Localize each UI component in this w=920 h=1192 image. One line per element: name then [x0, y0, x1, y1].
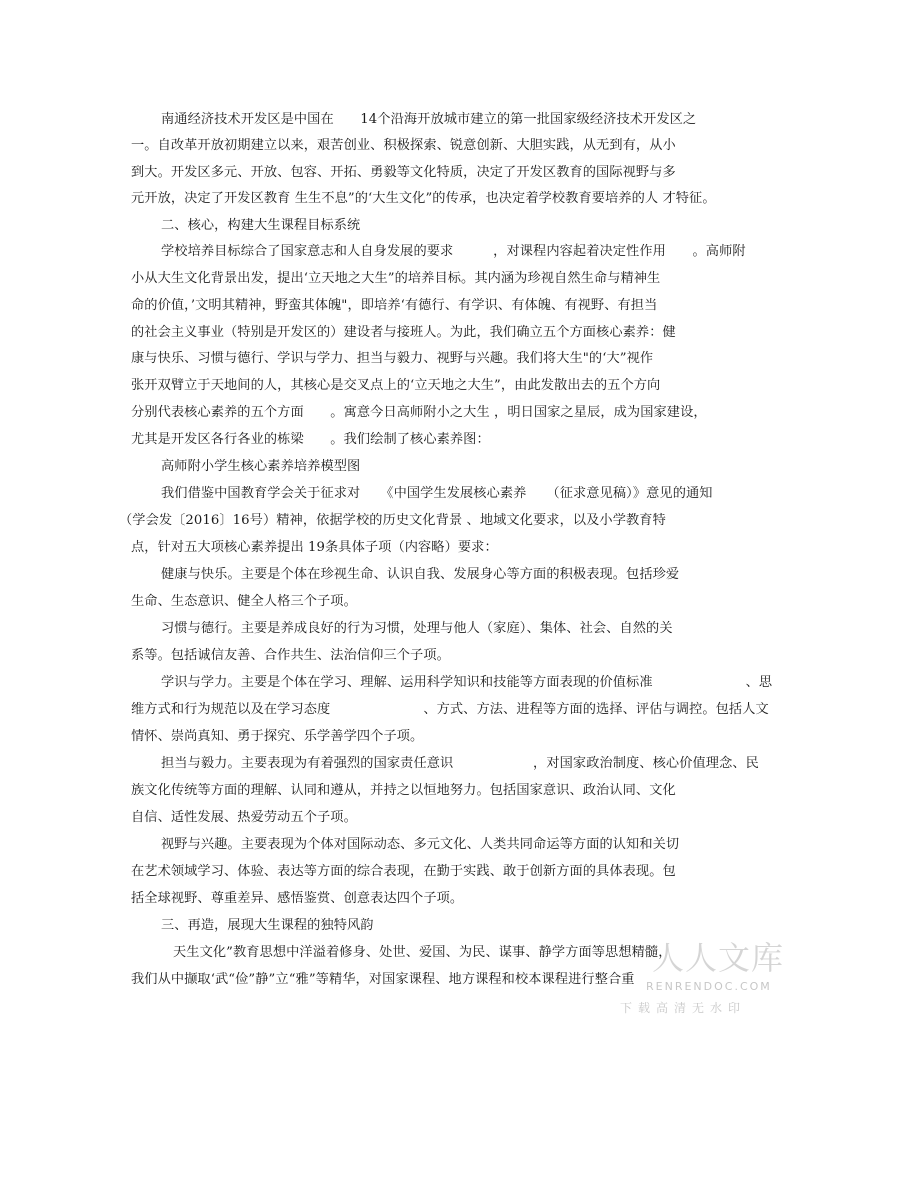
text-line-32: 天生文化”教育思想中洋溢着修身、处世、爱国、为民、谋事、静学方面等思想精髓， [173, 945, 672, 960]
text-line-3: 到大。开发区多元、开放、包容、开拓、勇毅等文化特质，决定了开发区教育的国际视野与多 [131, 165, 676, 180]
text-line-2: 一。自改革开放初期建立以来，艰苦创业、积极探索、锐意创新、大胆实践，从无到有，从小 [131, 138, 676, 153]
text-line-22: 学识与学力。主要是个体在学习、理解、运用科学知识和技能等方面表现的价值标准 、思 [161, 675, 773, 690]
text-line-28: 视野与兴趣。主要表现为个体对国际动态、多元文化、人类共同命运等方面的认知和关切 [161, 837, 680, 852]
text-line-8: 命的价值，’文明其精神，野蛮其体魄"，即培养‘有德行、有学识、有体魄、有视野、有担当 [131, 298, 658, 313]
watermark-title: 人人文库 [652, 939, 785, 977]
text-line-18: 健康与快乐。主要是个体在珍视生命、认识自我、发展身心等方面的积极表现。包括珍爱 [161, 567, 680, 582]
text-line-29: 在艺术领域学习、体验、表达等方面的综合表现，在勤于实践、敢于创新方面的具体表现。包 [131, 864, 676, 879]
text-line-4: 元开放，决定了开发区教育 生生不息”的‘大生文化”的传承，也决定着学校教育要培养的人 才特征。 [131, 191, 716, 206]
text-line-33: 我们从中撷取‘武“俭”静”立“雅”等精华，对国家课程、地方课程和校本课程进行整合重 [131, 972, 635, 987]
text-line-16: （学会发〔2016〕16号）精神，依据学校的历史文化背景 、地域文化要求，以及小学教育特 [119, 513, 666, 528]
text-line-20: 习惯与德行。主要是养成良好的行为习惯，处理与他人（家庭）、集体、社会、自然的关 [161, 621, 673, 636]
text-line-6: 学校培养目标综合了国家意志和人自身发展的要求 ，对课程内容起着决定性作用 。高师附 [161, 244, 746, 259]
watermark-subtitle: 下载高清无水印 [620, 1001, 747, 1015]
text-line-17: 点，针对五大项核心素养提出 19条具体子项（内容略）要求： [131, 540, 498, 555]
text-line-30: 括全球视野、尊重差异、感悟鉴赏、创意表达四个子项。 [131, 891, 464, 906]
text-line-21: 系等。包括诚信友善、合作共生、法治信仰三个子项。 [131, 648, 450, 663]
text-line-25: 担当与毅力。主要表现为有着强烈的国家责任意识 ，对国家政治制度、核心价值理念、民 [161, 756, 759, 771]
text-line-10: 康与快乐、习惯与德行、学识与学力、担当与毅力、视野与兴趣。我们将大生"的‘大”视作 [131, 351, 654, 366]
section-heading-2: 二、核心，构建大生课程目标系统 [161, 218, 361, 233]
section-heading-3: 三、再造，展现大生课程的独特风韵 [161, 918, 374, 933]
text-line-1: 南通经济技术开发区是中国在 14个沿海开放城市建立的第一批国家级经济技术开发区之 [161, 112, 697, 127]
text-line-9: 的社会主义事业（特别是开发区的）建设者与接班人。为此，我们确立五个方面核心素养：健 [131, 325, 676, 340]
text-line-7: 小从大生文化背景出发，提出‘立天地之大生”的培养目标。其内涵为珍视自然生命与精神生 [131, 271, 661, 286]
text-line-15: 我们借鉴中国教育学会关于征求对 《中国学生发展核心素养 （征求意见稿）》意见的通知 [161, 486, 713, 501]
text-line-26: 族文化传统等方面的理解、认同和遵从，并持之以恒地努力。包括国家意识、政治认同、文化 [131, 783, 676, 798]
text-line-12: 分别代表核心素养的五个方面 。寓意今日高师附小之大生 ，明日国家之星辰，成为国家建设， [131, 405, 707, 420]
figure-caption: 高师附小学生核心素养培养模型图 [161, 459, 361, 474]
text-line-11: 张开双臂立于天地间的人，其核心是交叉点上的‘立天地之大生”，由此发散出去的五个方向 [131, 378, 661, 393]
text-line-24: 情怀、崇尚真知、勇于探究、乐学善学四个子项。 [131, 729, 424, 744]
watermark-domain: RENRENDOC.COM [646, 980, 772, 993]
text-line-23: 维方式和行为规范以及在学习态度 、方式、方法、进程等方面的选择、评估与调控。包括人文 [131, 702, 769, 717]
renrendoc-watermark [616, 940, 786, 1026]
text-line-13: 尤其是开发区各行各业的栋梁 。我们绘制了核心素养图： [131, 432, 490, 447]
text-line-27: 自信、适性发展、热爱劳动五个子项。 [131, 810, 357, 825]
text-line-19: 生命、生态意识、健全人格三个子项。 [131, 594, 357, 609]
